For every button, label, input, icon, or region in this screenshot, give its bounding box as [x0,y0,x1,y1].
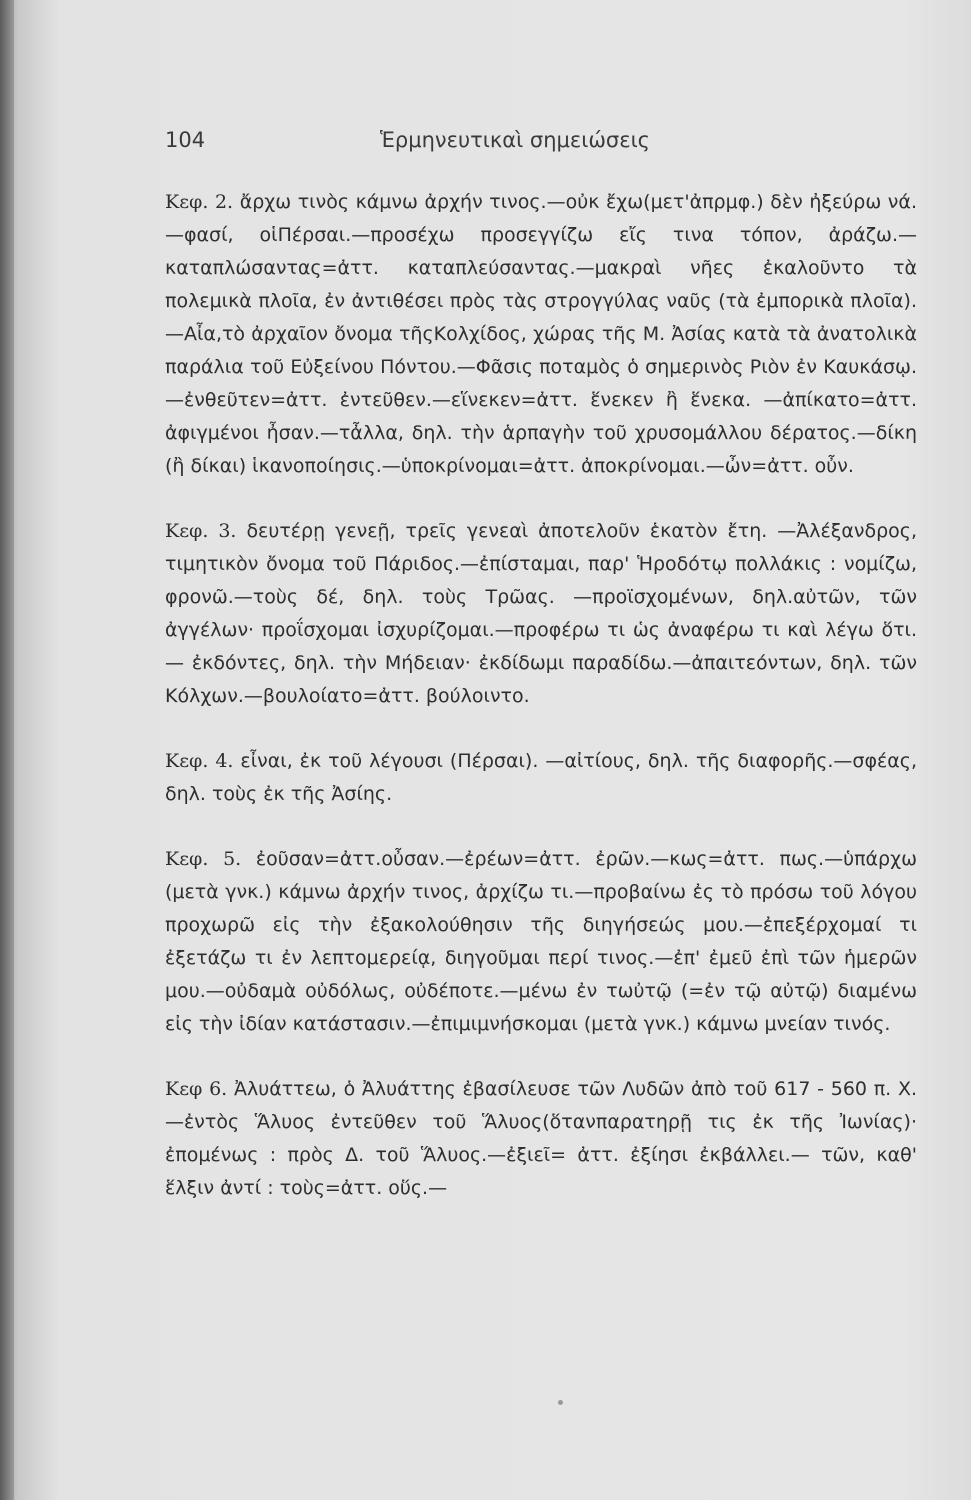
chapter-note-3 [165,515,917,713]
chapter-text: Ἀλυάττεω, ὁ Ἀλυάττης ἐβασίλευσε τῶν Λυδῶν ἀπὸ τοῦ 617 - 560 π. Χ.—ἐντὸς Ἅλυος ἐντεῦθεν τοῦ Ἅλυος(ὅτανπαρατηρῇ τις ἐκ τῆς Ἰωνίας)· ἐπομένως : πρὸς Δ. τοῦ Ἅλυος.—ἐξιεῖ= ἀττ. ἐξίησι ἐκβάλλει.— τῶν, καθ' ἕλξιν ἀντί : τοὺς=ἀττ. οὕς.— [165,1078,918,1199]
page-number: 104 [165,128,206,152]
chapter-label: Κεφ. 3. [165,520,237,542]
chapter-text: ἐοῦσαν=ἀττ.οὖσαν.—ἐρέων=ἀττ. ἐρῶν.—κως=ἀττ. πως.—ὑπάρχω (μετὰ γνκ.) κάμνω ἀρχήν τινος, ἀρχίζω τι.—προβαίνω ἐς τὸ πρόσω τοῦ λόγου προχωρῶ εἰς τὴν ἐξακολούθησιν τῆς διηγήσεώς μου.—ἐπεξέρχομαί τι ἐξετάζω τι ἐν λεπτομερείᾳ, διηγοῦμαι περί τινος.—ἐπ' ἐμεῦ ἐπὶ τῶν ἡμερῶν μου.—οὐδαμὰ οὐδόλως, οὐδέποτε.—μένω ἐν τωὐτῷ (=ἐν τῷ αὐτῷ) διαμένω εἰς τὴν ἰδίαν κατάστασιν.—ἐπιμιμνήσκομαι (μετὰ γνκ.) κάμνω μνείαν τινός. [165,848,917,1035]
chapter-label: Κεφ 6. [165,1078,228,1100]
chapter-label: Κεφ. 4. [165,750,234,772]
running-title: Ἑρμηνευτικαὶ σημειώσεις [379,128,651,152]
book-spine-shadow [0,0,14,1500]
page-header [165,128,925,160]
chapter-note-6 [165,1073,917,1205]
page-body [165,186,917,1237]
chapter-label: Κεφ. 5. [165,848,242,870]
chapter-note-2 [165,186,917,483]
chapter-text: δευτέρῃ γενεῇ, τρεῖς γενεαὶ ἀποτελοῦν ἑκατὸν ἔτη. —Ἀλέξανδρος, τιμητικὸν ὄνομα τοῦ Πάριδος.—ἐπίσταμαι, παρ' Ἡροδότῳ πολλάκις : νομίζω, φρονῶ.—τοὺς δέ, δηλ. τοὺς Τρῶας. —προϊσχομένων, δηλ.αὐτῶν, τῶν ἀγγέλων· προΐσχομαι ἰσχυρίζομαι.—προφέρω τι ὡς ἀναφέρω τι καὶ λέγω ὅτι.— ἐκδόντες, δηλ. τὴν Μήδειαν· ἐκδίδωμι παραδίδω.—ἀπαιτεόντων, δηλ. τῶν Κόλχων.—βουλοίατο=ἀττ. βούλοιντο. [165,520,917,707]
chapter-note-5 [165,843,917,1041]
chapter-text: εἶναι, ἐκ τοῦ λέγουσι (Πέρσαι). —αἰτίους, δηλ. τῆς διαφορῆς.—σφέας, δηλ. τοὺς ἐκ τῆς Ἀσίης. [165,750,917,805]
page-speck [558,1400,563,1405]
chapter-label: Κεφ. 2. [165,191,234,213]
chapter-text: ἄρχω τινὸς κάμνω ἀρχήν τινος.—οὐκ ἔχω(μετ'ἀπρμφ.) δὲν ἠξεύρω νά.—φασί, οἱΠέρσαι.—προσέχω προσεγγίζω εἴς τινα τόπον, ἀράζω.—καταπλώσαντας=ἀττ. καταπλεύσαντας.—μακραὶ νῆες ἐκαλοῦντο τὰ πολεμικὰ πλοῖα, ἐν ἀντιθέσει πρὸς τὰς στρογγύλας ναῦς (τὰ ἐμπορικὰ πλοῖα).—Αἶα,τὸ ἀρχαῖον ὄνομα τῆςΚολχίδος, χώρας τῆς Μ. Ἀσίας κατὰ τὰ ἀνατολικὰ παράλια τοῦ Εὐξείνου Πόντου.—Φᾶσις ποταμὸς ὁ σημερινὸς Ριὸν ἐν Καυκάσῳ.—ἐνθεῦτεν=ἀττ. ἐντεῦθεν.—εἵνεκεν=ἀττ. ἕνεκεν ἢ ἕνεκα. —ἀπίκατο=ἀττ. ἀφιγμένοι ἦσαν.—τἆλλα, δηλ. τὴν ἁρπαγὴν τοῦ χρυσομάλλου δέρατος.—δίκη (ἢ δίκαι) ἱκανοποίησις.—ὑποκρίνομαι=ἀττ. ἀποκρίνομαι.—ὦν=ἀττ. οὖν. [165,191,917,477]
chapter-note-4 [165,745,917,811]
